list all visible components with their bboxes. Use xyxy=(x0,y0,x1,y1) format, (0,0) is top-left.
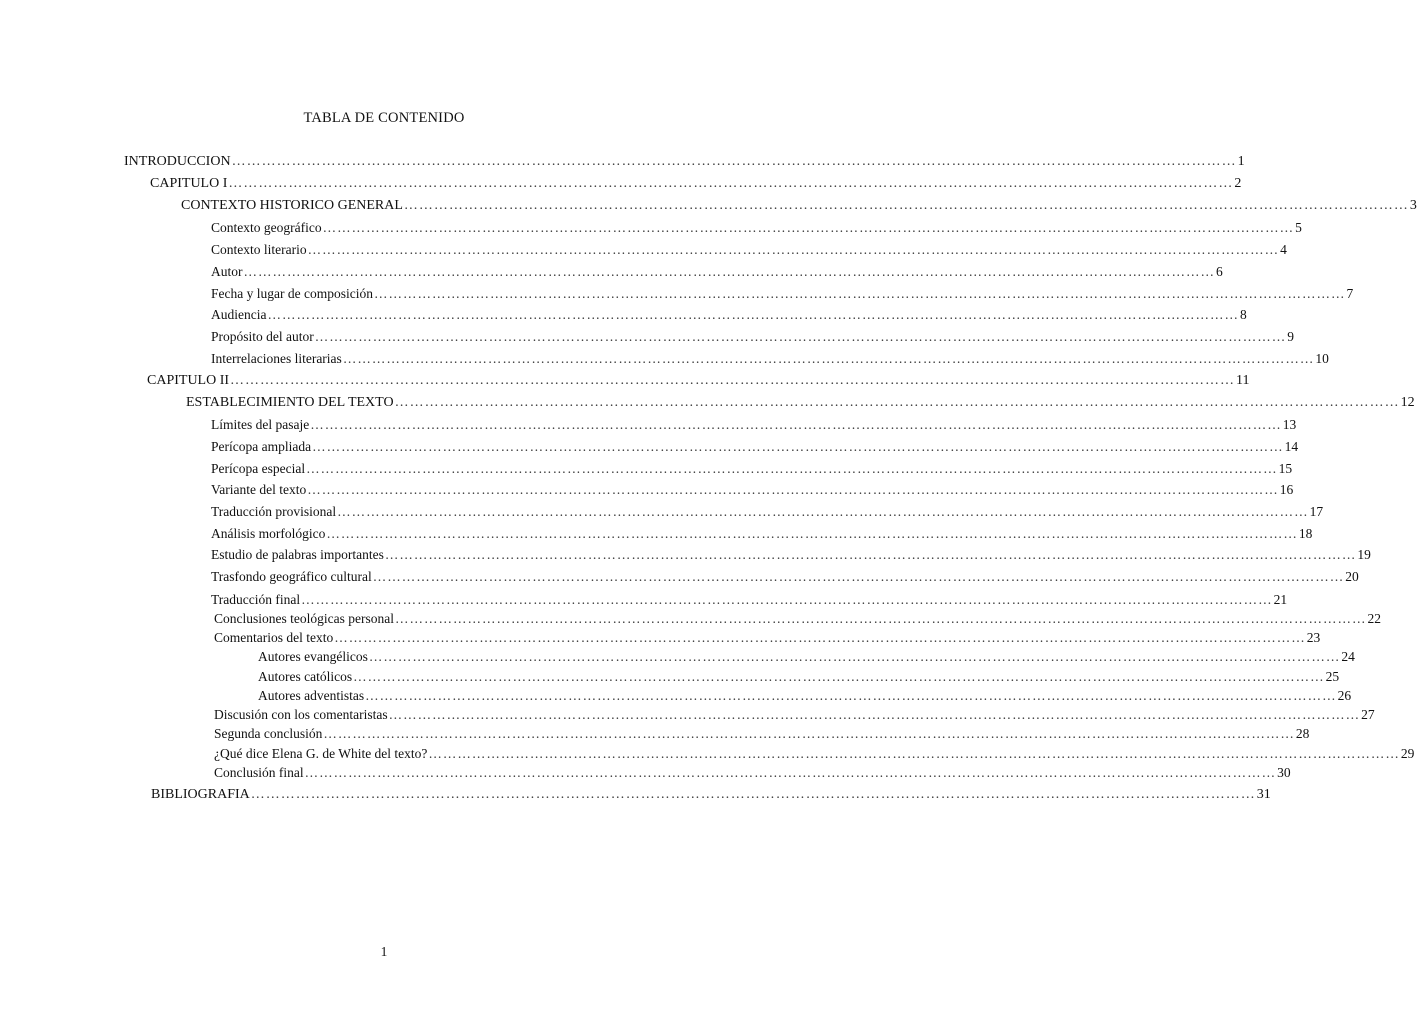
toc-label: Propósito del autor xyxy=(211,329,314,344)
toc-entry xyxy=(211,503,1324,521)
toc-entry xyxy=(258,668,1340,686)
toc-leader-dots: ………………………………………………………………………………………………………………………………………………………………………………… xyxy=(384,547,1357,562)
toc-label: Variante del texto xyxy=(211,482,307,497)
toc-page-number: 30 xyxy=(1277,765,1291,780)
toc-page-number: 25 xyxy=(1325,669,1340,684)
toc-label: Discusión con los comentaristas xyxy=(214,707,388,722)
toc-label: Perícopa ampliada xyxy=(211,439,312,454)
toc-leader-dots: ………………………………………………………………………………………………………………………………………………………………………………… xyxy=(373,286,1346,301)
toc-label: Autores evangélicos xyxy=(258,649,368,664)
toc-entry xyxy=(211,438,1299,456)
toc-entry xyxy=(211,328,1294,346)
toc-label: CAPITULO II xyxy=(147,373,230,388)
toc-label: INTRODUCCION xyxy=(124,154,231,169)
toc-page-number: 27 xyxy=(1361,707,1375,722)
toc-page-number: 14 xyxy=(1284,439,1299,454)
toc-label: Audiencia xyxy=(211,307,267,322)
toc-leader-dots: ………………………………………………………………………………………………………………………………………………………………………………… xyxy=(326,526,1298,541)
toc-label: Límites del pasaje xyxy=(211,417,310,432)
toc-page-number: 9 xyxy=(1287,329,1294,344)
toc-label: ESTABLECIMIENTO DEL TEXTO xyxy=(186,395,394,410)
toc-entry xyxy=(211,263,1223,281)
toc-page-number: 11 xyxy=(1236,373,1250,388)
toc-label: Conclusiones teológicas personal xyxy=(214,611,394,626)
toc-page-number: 21 xyxy=(1273,592,1288,607)
toc-page-number: 15 xyxy=(1278,461,1293,476)
toc-leader-dots: ………………………………………………………………………………………………………………………………………………………………………………… xyxy=(372,569,1345,584)
toc-entry xyxy=(214,629,1321,647)
toc-leader-dots: ………………………………………………………………………………………………………………………………………………………………………………… xyxy=(231,154,1237,169)
toc-page-number: 29 xyxy=(1400,746,1415,761)
toc-leader-dots: ………………………………………………………………………………………………………………………………………………………………………………… xyxy=(428,746,1400,761)
toc-label: Autores católicos xyxy=(258,669,353,684)
toc-entry xyxy=(211,241,1287,259)
toc-entry xyxy=(211,481,1294,499)
toc-label: Autores adventistas xyxy=(258,688,365,703)
toc-page-number: 26 xyxy=(1337,688,1352,703)
toc-page-number: 12 xyxy=(1400,395,1415,410)
toc-label: Trasfondo geográfico cultural xyxy=(211,569,372,584)
page-title: TABLA DE CONTENIDO xyxy=(303,110,465,126)
toc-leader-dots: ………………………………………………………………………………………………………………………………………………………………………………… xyxy=(304,765,1277,780)
toc-label: Comentarios del texto xyxy=(214,630,334,645)
toc-entry xyxy=(214,725,1310,743)
toc-leader-dots: ………………………………………………………………………………………………………………………………………………………………………………… xyxy=(394,395,1400,410)
toc-label: Contexto literario xyxy=(211,242,307,257)
toc-entry xyxy=(186,394,1415,412)
toc-page-number: 6 xyxy=(1216,264,1223,279)
toc-entry xyxy=(258,648,1355,666)
toc-page-number: 31 xyxy=(1256,787,1271,802)
toc-entry xyxy=(150,175,1242,193)
toc-page-number: 13 xyxy=(1282,417,1297,432)
toc-leader-dots: ………………………………………………………………………………………………………………………………………………………………………………… xyxy=(342,351,1315,366)
toc-entry xyxy=(258,687,1352,705)
toc-page-number: 2 xyxy=(1234,176,1242,191)
toc-page-number: 5 xyxy=(1295,220,1302,235)
toc-label: Fecha y lugar de composición xyxy=(211,286,373,301)
toc-entry xyxy=(214,706,1375,724)
toc-leader-dots: ………………………………………………………………………………………………………………………………………………………………………………… xyxy=(230,373,1236,388)
toc-leader-dots: ………………………………………………………………………………………………………………………………………………………………………………… xyxy=(307,242,1280,257)
toc-leader-dots: ………………………………………………………………………………………………………………………………………………………………………………… xyxy=(228,176,1234,191)
toc-page-number: 22 xyxy=(1367,611,1381,626)
toc-label: Interrelaciones literarias xyxy=(211,351,342,366)
toc-entry xyxy=(211,219,1302,237)
toc-entry xyxy=(211,460,1293,478)
toc-leader-dots: ………………………………………………………………………………………………………………………………………………………………………………… xyxy=(388,707,1361,722)
toc-leader-dots: ………………………………………………………………………………………………………………………………………………………………………………… xyxy=(312,439,1284,454)
toc-entry xyxy=(211,591,1288,609)
toc-leader-dots: ………………………………………………………………………………………………………………………………………………………………………………… xyxy=(322,220,1295,235)
toc-leader-dots: ………………………………………………………………………………………………………………………………………………………………………………… xyxy=(365,688,1337,703)
toc-label: Conclusión final xyxy=(214,765,304,780)
toc-page-number: 28 xyxy=(1295,726,1310,741)
toc-label: Perícopa especial xyxy=(211,461,306,476)
toc-page-number: 3 xyxy=(1409,198,1417,213)
toc-label: Estudio de palabras importantes xyxy=(211,547,384,562)
toc-entry xyxy=(124,153,1245,171)
toc-label: Contexto geográfico xyxy=(211,220,322,235)
toc-entry xyxy=(211,416,1297,434)
toc-leader-dots: ………………………………………………………………………………………………………………………………………………………………………………… xyxy=(301,592,1273,607)
toc-leader-dots: ………………………………………………………………………………………………………………………………………………………………………………… xyxy=(337,504,1309,519)
toc-page-number: 18 xyxy=(1298,526,1313,541)
toc-page-number: 8 xyxy=(1239,307,1247,322)
toc-entry xyxy=(214,610,1381,628)
toc-entry xyxy=(211,306,1247,324)
toc-leader-dots: ………………………………………………………………………………………………………………………………………………………………………………… xyxy=(394,611,1367,626)
toc-page-number: 10 xyxy=(1315,351,1329,366)
toc-leader-dots: ………………………………………………………………………………………………………………………………………………………………………………… xyxy=(307,482,1279,497)
toc-label: Análisis morfológico xyxy=(211,526,326,541)
toc-label: Autor xyxy=(211,264,243,279)
toc-leader-dots: ………………………………………………………………………………………………………………………………………………………………………………… xyxy=(368,649,1341,664)
toc-entry xyxy=(211,350,1329,368)
toc-leader-dots: ………………………………………………………………………………………………………………………………………………………………………………… xyxy=(314,329,1287,344)
toc-page-number: 24 xyxy=(1341,649,1355,664)
toc-label: CAPITULO I xyxy=(150,176,228,191)
toc-leader-dots: ………………………………………………………………………………………………………………………………………………………………………………… xyxy=(353,669,1325,684)
toc-leader-dots: ………………………………………………………………………………………………………………………………………………………………………………… xyxy=(243,264,1215,279)
toc-label: BIBLIOGRAFIA xyxy=(151,787,250,802)
toc-entry xyxy=(211,525,1313,543)
toc-entry xyxy=(147,372,1250,390)
toc-label: Traducción final xyxy=(211,592,301,607)
page-footer-number: 1 xyxy=(380,944,388,959)
toc-page-number: 23 xyxy=(1306,630,1321,645)
toc-leader-dots: ………………………………………………………………………………………………………………………………………………………………………………… xyxy=(403,198,1409,213)
toc-entry xyxy=(181,197,1417,215)
toc-entry xyxy=(211,546,1371,564)
toc-leader-dots: ………………………………………………………………………………………………………………………………………………………………………………… xyxy=(323,726,1295,741)
toc-page-number: 4 xyxy=(1280,242,1287,257)
toc-leader-dots: ………………………………………………………………………………………………………………………………………………………………………………… xyxy=(310,417,1282,432)
toc-entry xyxy=(151,786,1271,804)
toc-page-number: 1 xyxy=(1237,154,1245,169)
toc-page-number: 19 xyxy=(1357,547,1371,562)
toc-entry xyxy=(214,745,1415,763)
toc-leader-dots: ………………………………………………………………………………………………………………………………………………………………………………… xyxy=(334,630,1306,645)
toc-leader-dots: ………………………………………………………………………………………………………………………………………………………………………………… xyxy=(306,461,1278,476)
toc-entry xyxy=(211,285,1354,303)
toc-leader-dots: ………………………………………………………………………………………………………………………………………………………………………………… xyxy=(250,787,1256,802)
toc-entry xyxy=(214,764,1291,782)
toc-label: Segunda conclusión xyxy=(214,726,323,741)
toc-label: CONTEXTO HISTORICO GENERAL xyxy=(181,198,403,213)
toc-label: ¿Qué dice Elena G. de White del texto? xyxy=(214,746,428,761)
toc-page-number: 7 xyxy=(1346,286,1354,301)
toc-leader-dots: ………………………………………………………………………………………………………………………………………………………………………………… xyxy=(267,307,1239,322)
toc-page-number: 20 xyxy=(1345,569,1359,584)
toc-label: Traducción provisional xyxy=(211,504,337,519)
toc-entry xyxy=(211,568,1359,586)
toc-page-number: 16 xyxy=(1279,482,1294,497)
toc-page-number: 17 xyxy=(1309,504,1324,519)
